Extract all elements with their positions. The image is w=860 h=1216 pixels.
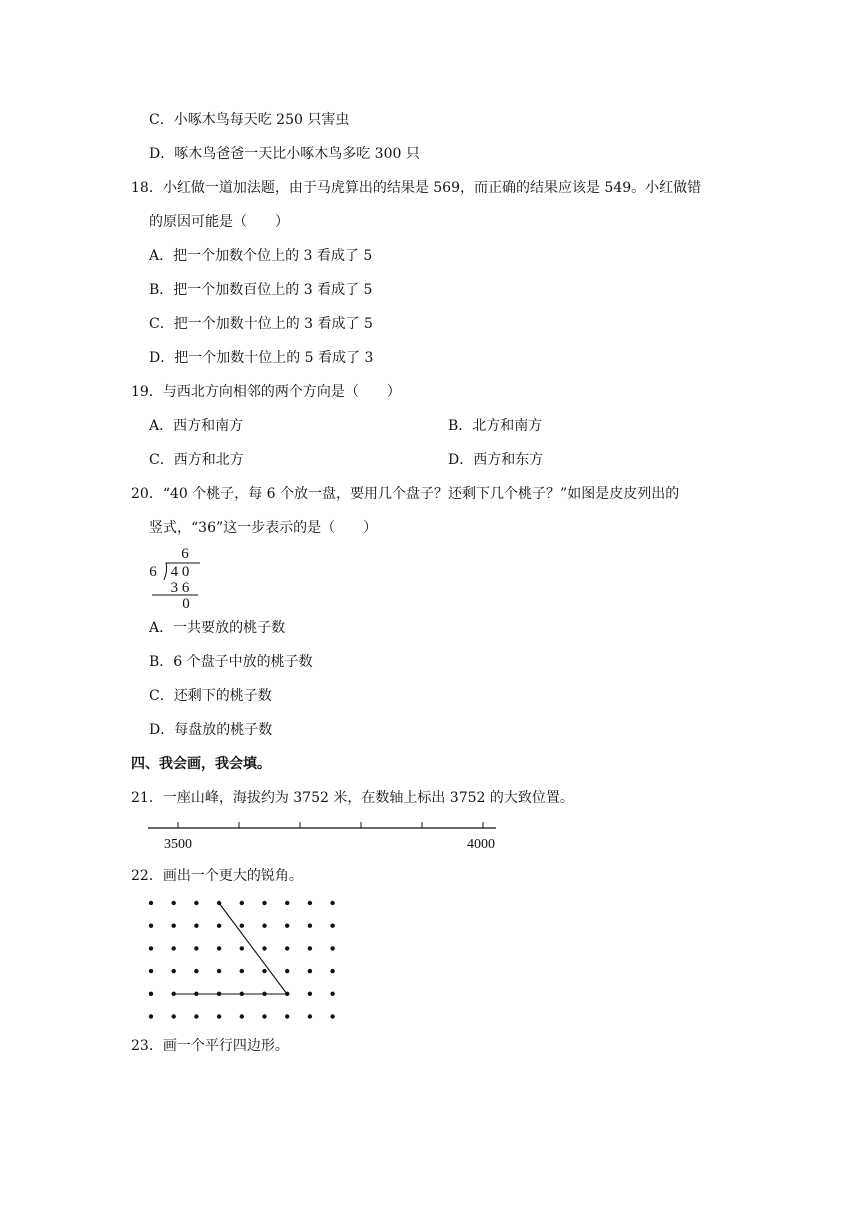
grid-dot — [308, 924, 312, 928]
grid-dot — [194, 1014, 198, 1018]
q20-option-b: B．6 个盘子中放的桃子数 — [149, 654, 313, 670]
number-line-start-label: 3500 — [164, 837, 192, 852]
section-title: 四、我会画，我会填。 — [131, 756, 271, 772]
grid-dot — [172, 924, 176, 928]
q19-option-a: A．西方和南方 — [149, 418, 244, 434]
grid-dot — [330, 1014, 334, 1018]
grid-dot — [285, 1014, 289, 1018]
number-line[interactable] — [148, 818, 500, 854]
grid-dot — [240, 1014, 244, 1018]
grid-dot — [330, 992, 334, 996]
grid-dot — [330, 924, 334, 928]
grid-dot — [330, 901, 334, 905]
grid-dot — [262, 924, 266, 928]
q18-option-a: A．把一个加数个位上的 3 看成了 5 — [149, 248, 373, 264]
grid-dot — [149, 901, 153, 905]
q23-text: 23．画一个平行四边形。 — [131, 1038, 289, 1054]
grid-dot — [285, 946, 289, 950]
grid-dot — [262, 992, 266, 996]
grid-dot — [217, 924, 221, 928]
grid-dot — [240, 924, 244, 928]
division-quotient: 6 — [181, 546, 189, 562]
grid-dot — [194, 924, 198, 928]
q19-option-d: D．西方和东方 — [448, 452, 544, 468]
division-product: 3 6 — [170, 580, 190, 596]
q18-option-d: D．把一个加数十位上的 5 看成了 3 — [149, 350, 374, 366]
grid-dot — [149, 924, 153, 928]
grid-dot — [308, 969, 312, 973]
grid-dot — [262, 969, 266, 973]
q19-text: 19．与西北方向相邻的两个方向是（ ） — [131, 384, 401, 400]
grid-dot — [308, 992, 312, 996]
grid-dot — [285, 924, 289, 928]
grid-dot — [308, 901, 312, 905]
grid-dot — [149, 969, 153, 973]
division-remainder: 0 — [182, 596, 190, 612]
grid-dot — [172, 901, 176, 905]
q22-text: 22．画出一个更大的锐角。 — [131, 868, 303, 884]
grid-dot — [240, 992, 244, 996]
q17-option-d: D．啄木鸟爸爸一天比小啄木鸟多吃 300 只 — [149, 146, 420, 162]
grid-dot — [149, 946, 153, 950]
angle-side-diagonal — [219, 903, 287, 994]
grid-dot — [217, 946, 221, 950]
grid-dot — [285, 969, 289, 973]
q18-text-line1: 18．小红做一道加法题，由于马虎算出的结果是 569，而正确的结果应该是 549。小红做错 — [131, 180, 702, 196]
q18-text-line2: 的原因可能是（ ） — [149, 214, 289, 230]
q20-option-a: A．一共要放的桃子数 — [149, 620, 286, 636]
grid-dot — [240, 969, 244, 973]
grid-dot — [149, 1014, 153, 1018]
grid-dot — [308, 946, 312, 950]
q20-text-line2: 竖式，“36”这一步表示的是（ ） — [149, 520, 378, 536]
q18-option-c: C．把一个加数十位上的 3 看成了 5 — [149, 316, 373, 332]
grid-dot — [217, 1014, 221, 1018]
q17-option-c: C．小啄木鸟每天吃 250 只害虫 — [149, 112, 350, 128]
grid-dot — [285, 992, 289, 996]
grid-dot — [194, 901, 198, 905]
grid-dot — [194, 992, 198, 996]
q20-option-d: D．每盘放的桃子数 — [149, 722, 273, 738]
q19-option-b: B．北方和南方 — [448, 418, 543, 434]
grid-dot — [172, 969, 176, 973]
q20-text-line1: 20．“40 个桃子，每 6 个放一盘，要用几个盘子？还剩下几个桃子？”如图是皮皮列出的 — [131, 486, 680, 502]
grid-dot — [217, 992, 221, 996]
grid-dot — [262, 946, 266, 950]
grid-dot — [217, 901, 221, 905]
grid-dot — [217, 969, 221, 973]
grid-dot — [172, 992, 176, 996]
long-division-figure — [140, 542, 210, 612]
grid-dot — [262, 1014, 266, 1018]
grid-dot — [285, 901, 289, 905]
grid-dot — [194, 946, 198, 950]
grid-dot — [172, 1014, 176, 1018]
q19-option-c: C．西方和北方 — [149, 452, 244, 468]
grid-dot — [330, 969, 334, 973]
q21-text: 21．一座山峰，海拔约为 3752 米，在数轴上标出 3752 的大致位置。 — [131, 790, 574, 806]
grid-dot — [240, 946, 244, 950]
grid-dot — [330, 946, 334, 950]
grid-dot — [149, 992, 153, 996]
grid-dot — [240, 901, 244, 905]
division-dividend: 4 0 — [170, 564, 190, 580]
q20-option-c: C．还剩下的桃子数 — [149, 688, 272, 704]
grid-dot — [308, 1014, 312, 1018]
grid-dot — [194, 969, 198, 973]
q18-option-b: B．把一个加数百位上的 3 看成了 5 — [149, 282, 373, 298]
division-divisor: 6 — [149, 564, 157, 580]
dot-grid[interactable] — [140, 892, 345, 1022]
number-line-end-label: 4000 — [467, 837, 495, 852]
grid-dot — [172, 946, 176, 950]
grid-dot — [262, 901, 266, 905]
